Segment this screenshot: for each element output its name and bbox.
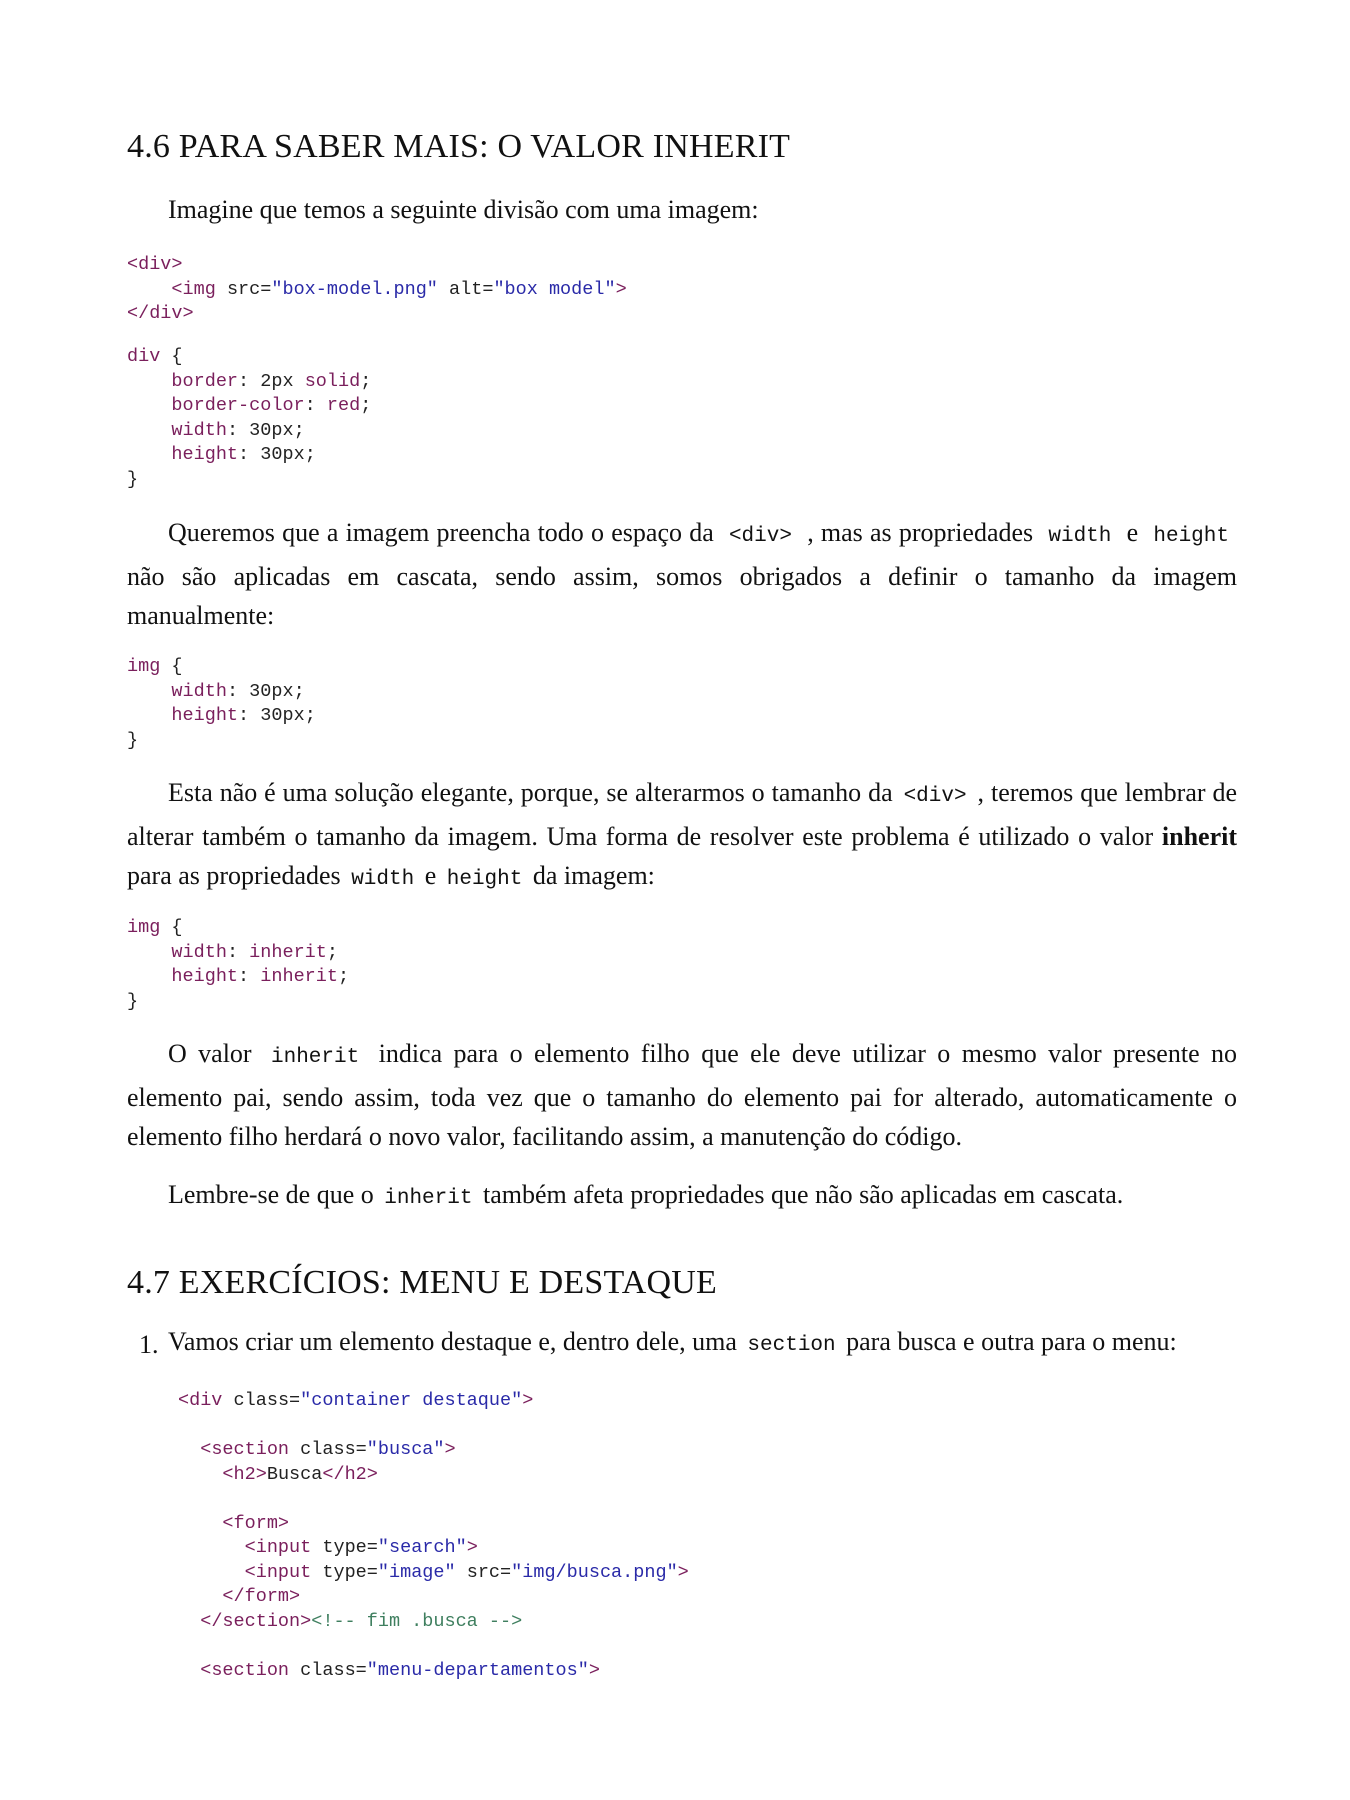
code-token: </h2>: [322, 1463, 378, 1485]
code-token: width: [171, 419, 227, 441]
paragraph-3: [127, 773, 1237, 900]
code-token: <div: [178, 1390, 223, 1411]
code-token: "search": [377, 1537, 467, 1558]
code-token: border-color: [171, 395, 305, 416]
code-token: Busca: [266, 1463, 323, 1485]
code-block-html: <div> <img src="box-model.png" alt="box model"> </div>: [127, 254, 627, 324]
code-token: >: [677, 1561, 689, 1583]
code-token: <img: [171, 278, 216, 300]
section-heading-4-6: 4.6 PARA SABER MAIS: O VALOR INHERIT: [127, 128, 791, 165]
code-token: <input: [244, 1537, 312, 1558]
inline-code: width: [1048, 525, 1112, 548]
inline-code: inherit: [270, 1046, 360, 1069]
code-token: width: [171, 680, 227, 702]
code-block-html-destaque: <div class="container destaque"> <section class="busca"> <h2>Busca</h2> <form> <input type="search"> <input type="image" src="img/busca.png"> </form> </section><!-- fim .busca --> <section class="menu-departamentos">: [178, 1390, 689, 1681]
code-token: <h2>: [222, 1463, 267, 1485]
inline-code: height: [1153, 525, 1229, 548]
paragraph-2: [127, 513, 1237, 636]
p3-text: Esta não é uma solução elegante, porque, se alterarmos o tamanho da: [168, 778, 893, 807]
code-token: height: [171, 444, 239, 465]
paragraph-4: [127, 1034, 1237, 1157]
code-token: src: [226, 278, 261, 300]
intro-text: Imagine que temos a seguinte divisão com uma imagem:: [168, 195, 759, 224]
code-token: 30px: [249, 680, 294, 702]
code-token: "busca": [366, 1439, 445, 1460]
p3-text: para as propriedades: [127, 861, 341, 890]
code-token: >: [522, 1390, 534, 1411]
code-block-css-img-2: img { width: inherit; height: inherit; }: [127, 917, 350, 1012]
p3-text: e: [424, 861, 437, 890]
code-token: "box model": [493, 278, 616, 300]
code-token: 30px: [260, 705, 305, 726]
code-token: 2px: [260, 370, 294, 392]
code-token: </div>: [127, 303, 194, 324]
list-item-1: [168, 1322, 1248, 1366]
code-token: inherit: [260, 966, 338, 987]
bold-term: inherit: [1161, 821, 1237, 851]
code-token: width: [171, 941, 227, 963]
code-token: <section: [200, 1439, 290, 1460]
code-token: img: [127, 917, 161, 938]
code-token: <div>: [127, 254, 183, 275]
paragraph-5: [127, 1175, 1237, 1219]
code-token: height: [171, 966, 239, 987]
inline-code: width: [351, 868, 415, 891]
item1-text: para busca e outra para o menu:: [846, 1327, 1177, 1356]
list-number: 1.: [139, 1330, 159, 1359]
code-block-css-img-1: img { width: 30px; height: 30px; }: [127, 656, 316, 751]
code-token: >: [588, 1659, 600, 1681]
p2-text: não são aplicadas em cascata, sendo assim, somos obrigados a definir o tamanho da imagem manualmente:: [127, 561, 1237, 630]
code-token: >: [615, 278, 627, 300]
code-token: <form>: [222, 1512, 290, 1534]
inline-code: height: [446, 868, 523, 891]
code-token: 30px: [249, 419, 294, 441]
code-token: src: [466, 1561, 501, 1583]
code-block-css-div: div { border: 2px solid; border-color: red; width: 30px; height: 30px; }: [127, 346, 372, 490]
code-token: type: [322, 1537, 367, 1558]
p4-text: O valor: [168, 1039, 252, 1068]
code-token: </section>: [200, 1610, 312, 1632]
code-token: "menu-departamentos": [366, 1659, 589, 1681]
p3-text: da imagem:: [532, 861, 655, 890]
p2-text: e: [1126, 518, 1139, 547]
code-token: <input: [244, 1561, 312, 1583]
code-token: img: [127, 656, 161, 677]
p5-text: Lembre-se de que o: [168, 1180, 374, 1209]
code-token: "container destaque": [300, 1390, 523, 1411]
code-comment: <!-- fim .busca -->: [311, 1610, 523, 1632]
code-token: 30px: [260, 444, 305, 465]
section-heading-4-7: 4.7 EXERCÍCIOS: MENU E DESTAQUE: [127, 1264, 717, 1301]
code-token: border: [171, 370, 239, 392]
code-token: class: [300, 1659, 356, 1681]
code-token: type: [322, 1561, 367, 1583]
code-token: div: [127, 346, 161, 367]
intro-paragraph: [127, 190, 1237, 230]
code-token: class: [300, 1439, 356, 1460]
p4-text: indica para o elemento filho que ele deve utilizar o mesmo valor presente no elemento pai, sendo assim, toda vez que o tamanho do elemento pai for alterado, automaticamente o elemento filho herdará o novo valor, facilitando assim, a manutenção do código.: [127, 1039, 1237, 1151]
code-token: inherit: [249, 941, 327, 963]
code-token: class: [233, 1390, 290, 1411]
code-token: height: [171, 705, 239, 726]
code-token: >: [444, 1439, 456, 1460]
p3-text: , teremos que lembrar de alterar também o tamanho da imagem. Uma forma de resolver este problema é utilizado o valor: [127, 778, 1238, 851]
code-token: >: [466, 1537, 478, 1558]
code-token: <section: [200, 1659, 290, 1681]
code-token: alt: [449, 278, 483, 300]
p5-text: também afeta propriedades que não são aplicadas em cascata.: [482, 1180, 1124, 1209]
code-token: </form>: [222, 1586, 301, 1607]
p2-text: , mas as propriedades: [807, 518, 1034, 547]
code-token: "img/busca.png": [511, 1561, 678, 1583]
code-token: "image": [377, 1561, 456, 1583]
code-token: "box-model.png": [271, 278, 438, 300]
item1-text: Vamos criar um elemento destaque e, dentro dele, uma: [168, 1327, 737, 1356]
inline-code: <div>: [903, 785, 967, 808]
inline-code: inherit: [384, 1187, 473, 1210]
code-token: solid: [304, 370, 361, 392]
p2-text: Queremos que a imagem preencha todo o espaço da: [168, 518, 714, 547]
code-token: red: [326, 395, 361, 416]
inline-code: <div>: [728, 525, 792, 548]
inline-code: section: [747, 1334, 836, 1357]
